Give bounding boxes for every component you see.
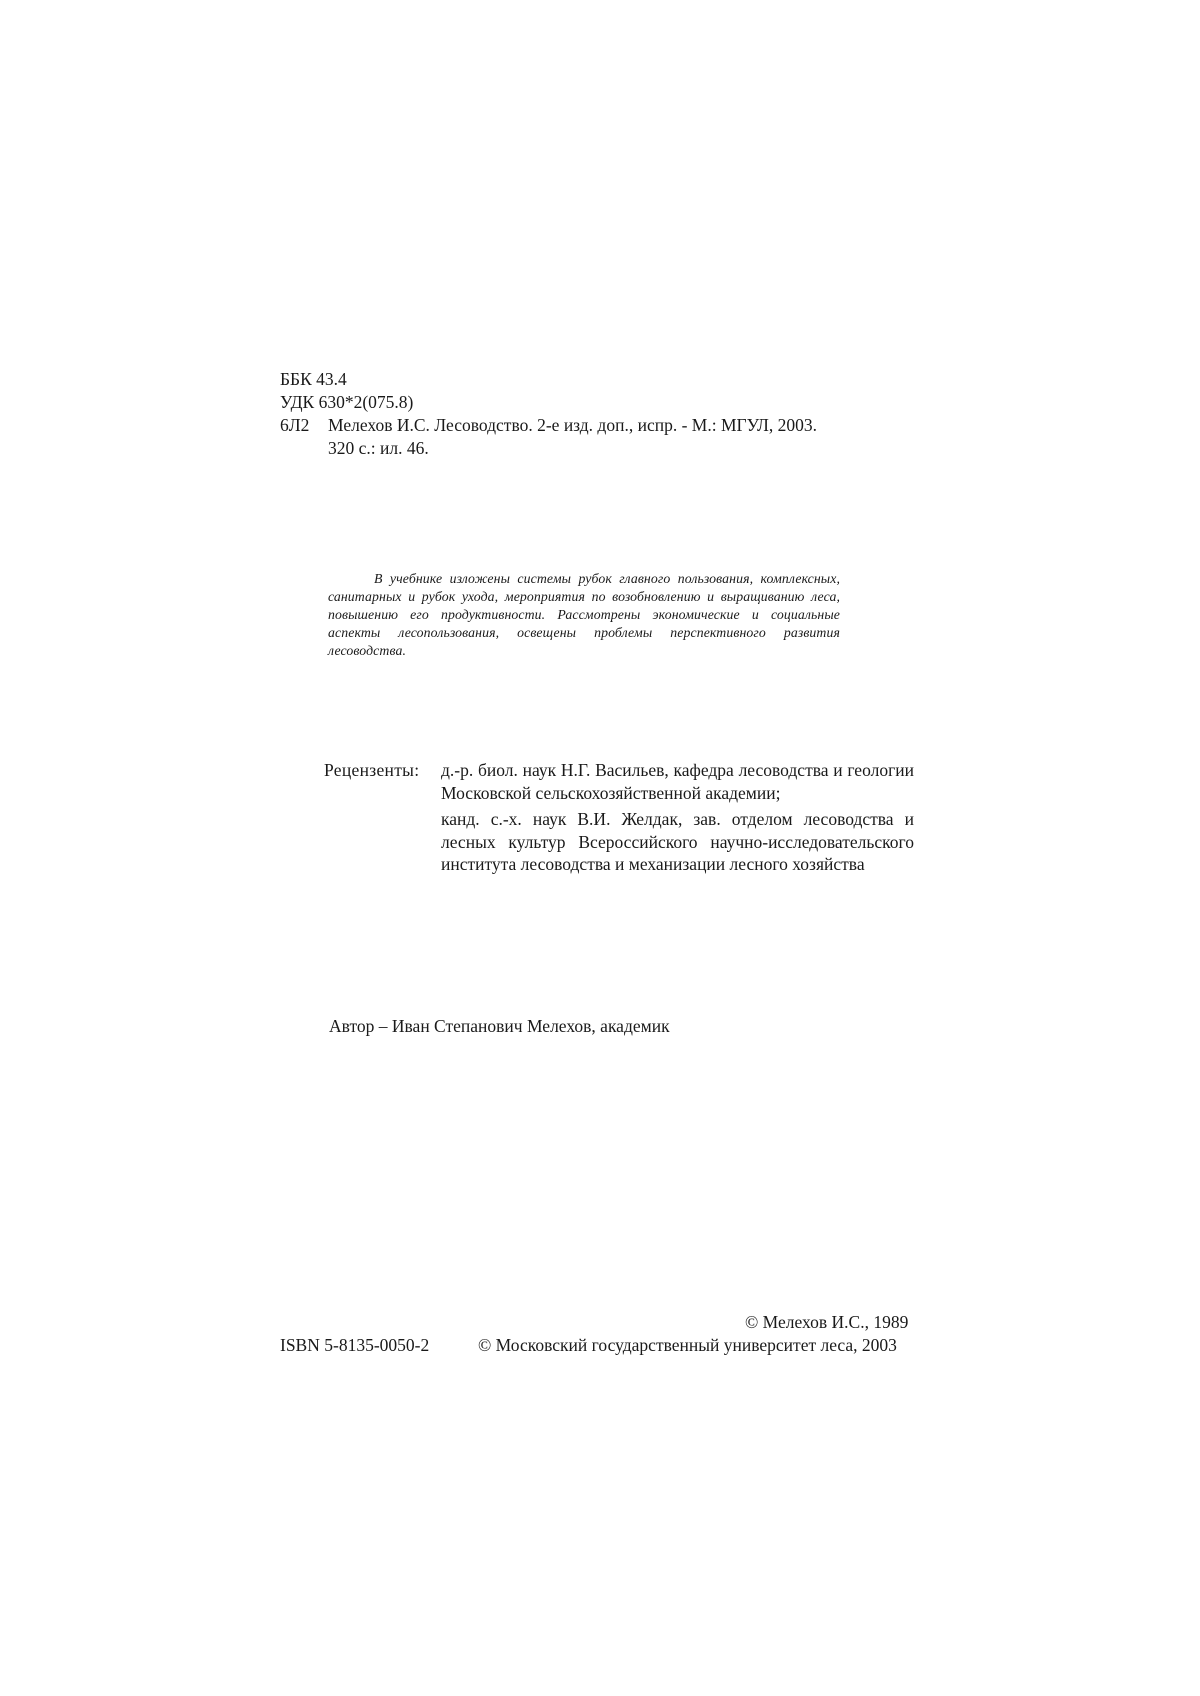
reviewers-list: [441, 759, 914, 880]
author-line: Автор – Иван Степанович Мелехов, академик: [329, 1016, 670, 1036]
reviewer-item: д.-р. биол. наук Н.Г. Васильев, кафедра лесоводства и геологии Московской сельскохозяйственной академии;: [441, 760, 914, 803]
annotation-text: В учебнике изложены системы рубок главного пользования, комплексных, санитарных и рубок ухода, мероприятия по возобновлению и выращиванию леса, повышению его продуктивности. Рассмотрены экономические и социальные аспекты лесопользования, освещены проблемы перспективного развития лесоводства.: [328, 571, 840, 658]
reviewer-item: канд. с.-х. наук В.И. Желдак, зав. отделом лесоводства и лесных культур Всероссийского научно-исследовательского института лесоводства и механизации лесного хозяйства: [441, 809, 914, 874]
author-sign-code: 6Л2: [280, 415, 310, 435]
isbn-number: ISBN 5-8135-0050-2: [280, 1335, 430, 1355]
citation-line-2: 320 с.: ил. 46.: [328, 438, 429, 458]
citation-row: [280, 414, 817, 437]
copyright-publisher: © Московский государственный университет леса, 2003: [478, 1335, 897, 1355]
udk-code: УДК 630*2(075.8): [280, 392, 414, 412]
reviewers-label: Рецензенты:: [324, 760, 420, 780]
copyright-author: © Мелехов И.С., 1989: [745, 1312, 909, 1332]
bibliographic-block: [280, 368, 817, 460]
reviewers-block: [324, 759, 914, 880]
citation-line-1: Мелехов И.С. Лесоводство. 2-е изд. доп., испр. - М.: МГУЛ, 2003.: [328, 415, 818, 435]
bbk-code: ББК 43.4: [280, 369, 347, 389]
